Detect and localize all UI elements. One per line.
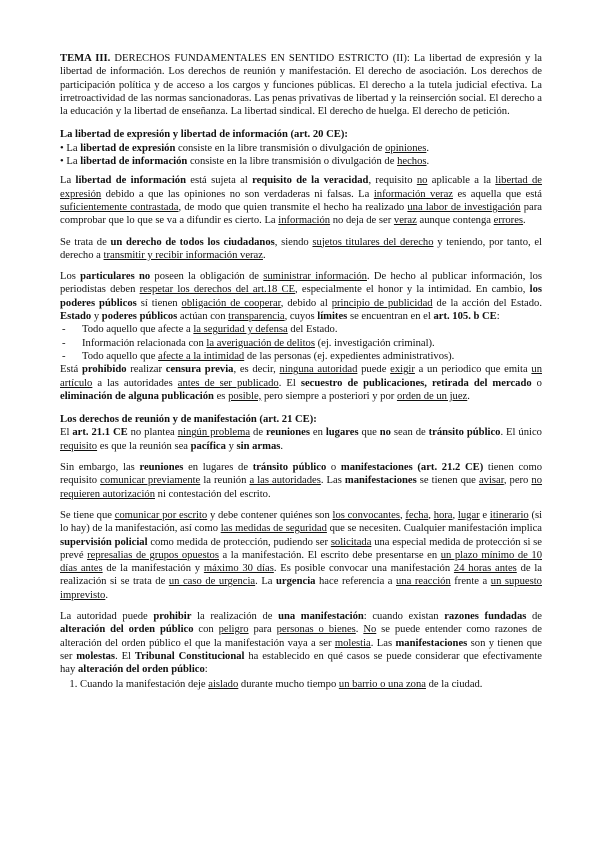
section-heading-assembly: Los derechos de reunión y de manifestación (art. 21 CE): bbox=[60, 414, 317, 426]
paragraph-written-notice: Se tiene que comunicar por escrito y debe contener quiénes son los convocantes, fecha, hora, lugar e itinerario (si lo hay) de la manifestación, así como las medidas de seguridad que se necesiten. Cualquier manifestación implica supervisión policial como medida de protección, pudiendo ser solicitada una especial medida de protección si se prevé represalias de grupos opuestos a la manifestación. El escrito debe presentarse en un plazo mínimo de 10 días antes de la manifestación y máximo 30 días. Es posible convocar una manifestación 24 horas antes de la realización si se trata de un caso de urgencia. La urgencia hace referencia a una reacción frente a un supuesto imprevisto. bbox=[60, 509, 543, 601]
paragraph-prohibition: La autoridad puede prohibir la realización de una manifestación: cuando existan razones fundadas de alteración del orden público con peligro para personas o bienes. No se puede entender como razones de alteración del orden público el que la manifestación vaya a ser molestia. Las manifestaciones son y tienen que ser molestas. El Tribunal Constitucional ha establecido en qué casos se puede considerar que efectivamente hay alteración del orden público: bbox=[60, 610, 542, 676]
bullet-expression: • La libertad de expresión consiste en la libre transmisión o divulgación de opiniones. bbox=[60, 142, 429, 154]
paragraph-art-21-1: El art. 21.1 CE no plantea ningún problema de reuniones en lugares que no sean de tránsito público. El único requisito es que la reunión sea pacífica y sin armas. bbox=[60, 427, 542, 452]
paragraph-art-21-2: Sin embargo, las reuniones en lugares de tránsito público o manifestaciones (art. 21.2 CE) tienen como requisito comunicar previamente la reunión a las autoridades. Las manifestaciones se tienen que avisar, pero no requieren autorización ni contestación del escrito. bbox=[60, 462, 543, 500]
list-item: 1. Cuando la manifestación deje aislado durante mucho tiempo un barrio o una zona de la ciudad. bbox=[80, 678, 542, 691]
topic-summary: TEMA III. DERECHOS FUNDAMENTALES EN SENTIDO ESTRICTO (II): La libertad de expresión y la libertad de información. Los derechos de reunión y manifestación. El derecho de asociación. Los derechos de participación política y de acceso a los cargos y funciones públicas. El derecho a la tutela judicial efectiva. La irretroactividad de las normas sancionadoras. Las penas privativas de libertad y la reinserción social. El derecho a la educación y la libertad de enseñanza. La libertad sindical. El derecho de huelga. El derecho de petición. bbox=[60, 53, 542, 118]
paragraph-particulares: Los particulares no poseen la obligación de suministrar información. De hecho al publicar información, los periodistas deben respetar los derechos del art.18 CE, especialmente el honor y la intimidad. En cambio, los poderes públicos sí tienen obligación de cooperar, debido al principio de publicidad de la acción del Estado. Estado y poderes públicos actúan con transparencia, cuyos límites se encuentran en el art. 105. b CE: bbox=[60, 271, 543, 323]
paragraph-censorship: Está prohibido realizar censura previa, es decir, ninguna autoridad puede exigir a un periodico que emita un artículo a las autoridades antes de ser publicado. El secuestro de publicaciones, retirada del mercado o eliminación de alguna publicación es posible, pero siempre a posteriori y por orden de un juez. bbox=[60, 364, 542, 402]
list-item: - Información relacionada con la averiguación de delitos (ej. investigación criminal). bbox=[60, 337, 542, 350]
paragraph-citizens: Se trata de un derecho de todos los ciudadanos, siendo sujetos titulares del derecho y teniendo, por tanto, el derecho a transmitir y recibir información veraz. bbox=[60, 236, 542, 261]
document-page bbox=[60, 52, 542, 692]
section-heading-expression: La libertad de expresión y libertad de información (art. 20 CE): bbox=[60, 129, 348, 141]
topic-title: TEMA III. bbox=[60, 53, 111, 64]
public-order-cases-list bbox=[60, 678, 542, 691]
limits-list bbox=[60, 323, 542, 363]
bullet-information: • La libertad de información consiste en la libre transmisión o divulgación de hechos. bbox=[60, 156, 430, 168]
paragraph-veracity: La libertad de información está sujeta al requisito de la veracidad, requisito no aplicable a la libertad de expresión debido a que las opiniones no son verdaderas ni falsas. La información veraz es aquella que está suficientemente contrastada, de modo que quien transmite el hecho ha realizado una labor de investigación para comprobar que lo que se va a difundir es cierto. La información no deja de ser veraz aunque contenga errores. bbox=[60, 175, 542, 227]
list-item: - Todo aquello que afecte a la intimidad de las personas (ej. expedientes administrativos). bbox=[60, 350, 542, 363]
list-item: - Todo aquello que afecte a la seguridad y defensa del Estado. bbox=[60, 323, 542, 336]
